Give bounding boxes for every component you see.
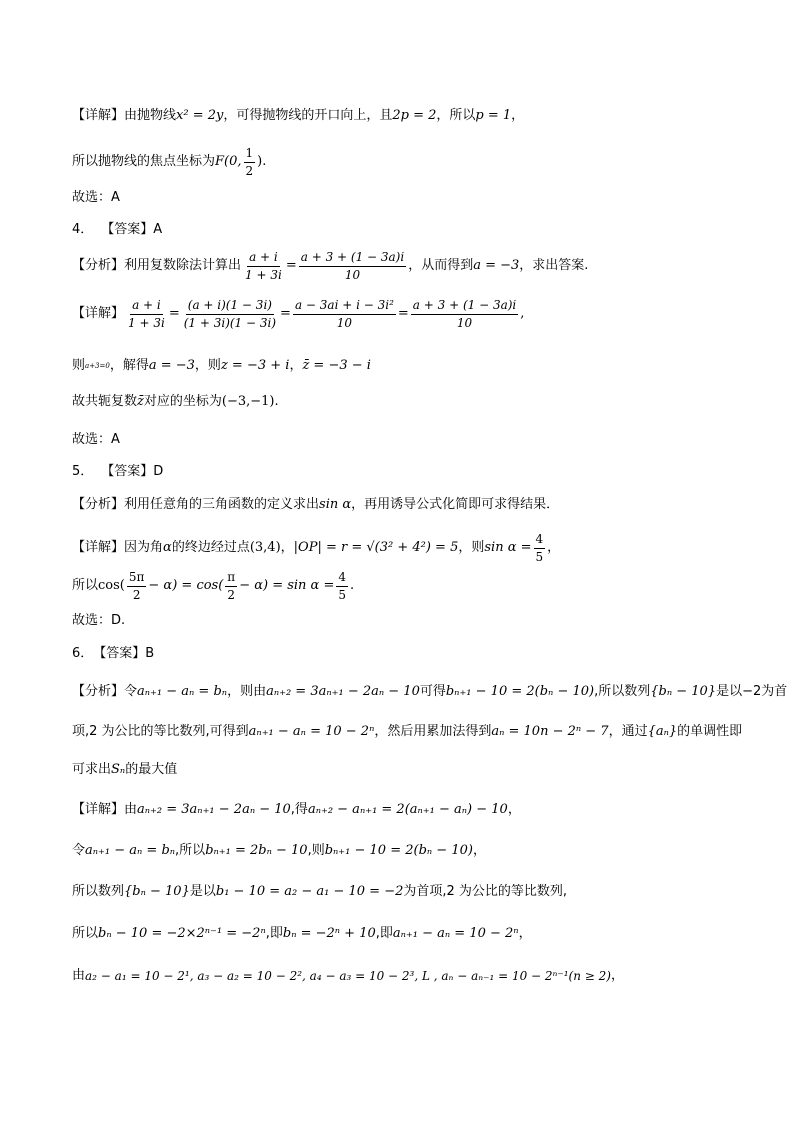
q5-detail-end: ， [547, 540, 561, 556]
q3-focus-num: 1 [244, 146, 256, 163]
q5-answer-line [72, 464, 754, 480]
q6-a3-prefix: 可求出 [72, 762, 112, 777]
q6-a2-seq: {aₙ} [647, 724, 678, 739]
q6-a1-mid: ，则由 [227, 684, 267, 699]
q4-detail-frac3-num: a − 3ai + i − 3i² [293, 298, 396, 315]
q6-d1-mid: ,得 [290, 802, 308, 817]
q6-d4-eq2: bₙ = −2ⁿ + 10 [282, 926, 376, 941]
q6-detail-line2 [72, 843, 754, 859]
q4-conj-mid: 对应的坐标为 [143, 394, 222, 409]
q6-a1-eq3: bₙ₊₁ − 10 = 2(bₙ − 10) [445, 684, 595, 699]
q6-d1-end: ， [507, 802, 521, 817]
q4-analysis-frac2 [299, 250, 406, 283]
q3-focus-prefix: 所以抛物线的焦点坐标为 [72, 154, 216, 170]
q6-a1-end: 是以−2为首 [716, 684, 788, 699]
q6-d4-eq1: bₙ − 10 = −2×2ⁿ⁻¹ = −2ⁿ [98, 926, 266, 941]
q4-analysis-end: ，求出答案. [519, 258, 589, 274]
detail-tag: 【详解】 [72, 306, 125, 322]
q6-a2-eq1: aₙ₊₁ − aₙ = 10 − 2ⁿ [248, 724, 375, 739]
q5-detail-num: 4 [534, 532, 546, 549]
q3-select: 故选：A [72, 190, 120, 205]
q5-so-frac3 [336, 570, 348, 603]
q6-d2-end: ， [472, 843, 486, 858]
q6-answer: B [145, 646, 155, 661]
q4-conj-end: . [274, 394, 279, 409]
q4-analysis-eq-a: a = −3 [473, 258, 520, 274]
q5-so-cos1: cos( [98, 578, 125, 594]
q6-a3-end: 的最大值 [125, 762, 178, 777]
q6-d4-mid: ,即 [265, 926, 283, 941]
analysis-tag: 【分析】 [72, 258, 125, 274]
q3-focus-fraction [244, 146, 256, 179]
q3-focus-f: F(0, [215, 154, 242, 170]
q6-d5-eq: a₂ − a₁ = 10 − 2¹, a₃ − a₂ = 10 − 2², a₄ − a₃ = 10 − 2³, L , aₙ − aₙ₋₁ = 10 − 2ⁿ⁻¹(n ≥ 2) [85, 968, 611, 983]
q5-so-frac1-num: 5π [127, 570, 147, 587]
q5-detail-alpha: α [163, 540, 172, 556]
q6-a2-end: 的单调性即 [677, 724, 743, 739]
q5-detail-mid3: ，则 [458, 540, 485, 556]
q4-conj-line [72, 394, 754, 410]
q6-a1-seq: {bₙ − 10} [650, 684, 717, 699]
q3-eq-2p: 2p = 2 [392, 108, 437, 123]
q4-detail-frac2-den: (1 + 3i)(1 − 3i) [183, 316, 277, 330]
q6-d3-seq: {bₙ − 10} [124, 884, 190, 899]
q6-d4-mid2: ,即 [375, 926, 393, 941]
q3-detail-mid: ，可得抛物线的开口向上，且 [223, 108, 393, 123]
q5-select-line [72, 613, 754, 629]
q5-detail-mid: 的终边经过点 [171, 540, 250, 556]
q6-d2-mid: ,所以 [175, 843, 206, 858]
detail-tag: 【详解】 [72, 108, 125, 123]
q3-detail-mid2: ，所以 [436, 108, 476, 123]
q5-so-frac3-num: 4 [336, 570, 348, 587]
q3-detail-prefix: 由抛物线 [124, 108, 177, 123]
q6-d2-eq2: bₙ₊₁ = 2bₙ − 10 [205, 843, 308, 858]
q4-detail-frac4-num: a + 3 + (1 − 3a)i [411, 298, 518, 315]
q4-detail-frac1-num: a + i [130, 298, 163, 315]
q5-so-prefix: 所以 [72, 578, 99, 594]
q5-so-mid1: − α) = cos( [148, 578, 224, 594]
q6-d3-mid: 是以 [189, 884, 216, 899]
q6-d2-mid2: ,则 [307, 843, 325, 858]
q5-so-end: . [350, 578, 355, 594]
q4-answer-line [72, 222, 754, 238]
q4-then-prefix: 则 [72, 358, 86, 373]
q3-detail-line [72, 108, 754, 124]
q4-then-small: a+3=0 [85, 361, 110, 370]
q4-analysis-frac2-den: 10 [344, 268, 361, 282]
q6-a1-eq1: aₙ₊₁ − aₙ = bₙ [137, 684, 228, 699]
q4-detail-frac4-den: 10 [456, 316, 473, 330]
q3-eq-parabola: x² = 2y [176, 108, 224, 123]
q6-detail-line4 [72, 926, 754, 942]
q5-detail-frac [534, 532, 546, 565]
detail-tag: 【详解】 [72, 802, 125, 817]
q4-then-mid: ，解得 [109, 358, 149, 373]
q6-d2-prefix: 令 [72, 843, 86, 858]
q4-number: 4． [72, 222, 94, 237]
q4-select: 故选：A [72, 432, 120, 447]
q6-a2-mid: ，然后用累加法得到 [374, 724, 492, 739]
q4-select-line [72, 432, 754, 448]
q6-d5-prefix: 由 [72, 968, 86, 983]
q6-detail-line5 [72, 968, 754, 984]
q6-d1-prefix: 由 [124, 802, 138, 817]
q5-detail-op: |OP| = r = √(3² + 4²) = 5 [293, 540, 459, 556]
q6-d2-eq1: aₙ₊₁ − aₙ = bₙ [85, 843, 176, 858]
q6-a3-s: Sₙ [111, 762, 126, 777]
q6-d1-eq1: aₙ₊₂ = 3aₙ₊₁ − 2aₙ − 10 [137, 802, 291, 817]
q3-focus-den: 2 [245, 164, 254, 178]
q6-analysis-line1 [72, 684, 788, 700]
answer-tag: 【答案】 [101, 222, 154, 237]
q3-select-line [72, 190, 754, 206]
q5-detail-prefix: 因为角 [124, 540, 164, 556]
q5-so-line [72, 570, 754, 603]
q4-then-line [72, 358, 754, 374]
q4-analysis-frac1-num: a + i [247, 250, 280, 267]
q4-detail-frac2 [182, 298, 278, 331]
q6-d3-end: 为首项,2 为公比的等比数列, [403, 884, 568, 899]
answer-tag: 【答案】 [93, 646, 146, 661]
q4-conj-zbar: z̄ [137, 394, 144, 409]
q4-detail-frac4 [411, 298, 518, 331]
q4-detail-frac3-den: 10 [336, 316, 353, 330]
q3-detail-end: ， [511, 108, 525, 123]
q6-d3-prefix: 所以数列 [72, 884, 125, 899]
q6-analysis-line3 [72, 762, 754, 778]
q5-analysis-line [72, 497, 754, 513]
q6-d3-eq: b₁ − 10 = a₂ − a₁ − 10 = −2 [215, 884, 404, 899]
q6-answer-line [72, 646, 754, 662]
q6-detail-line1 [72, 802, 754, 818]
q6-a2-eq2: aₙ = 10n − 2ⁿ − 7 [491, 724, 609, 739]
q5-so-frac2 [225, 570, 237, 603]
q5-answer: D [153, 464, 164, 479]
answer-tag: 【答案】 [101, 464, 154, 479]
q3-eq-p: p = 1 [475, 108, 512, 123]
analysis-tag: 【分析】 [72, 497, 125, 512]
q4-detail-frac2-num: (a + i)(1 − 3i) [186, 298, 274, 315]
q4-analysis-line: 【分析】 利用复数除法计算出 $\frac{a + i}{1 + 3i}$ = $\frac{a + 3 + (1 - 3a)i}{10}$ ，从而得到 a = −3 ，求出答案. [72, 250, 589, 282]
q4-answer: A [153, 222, 163, 237]
q5-analysis-text: 利用任意角的三角函数的定义求出 [124, 497, 320, 512]
q5-so-frac3-den: 5 [338, 588, 346, 602]
q6-a2-mid2: ，通过 [608, 724, 648, 739]
q4-then-eq-z: z = −3 + i [220, 358, 290, 373]
q4-detail-line: 【详解】 $\frac{a + i}{1 + 3i}$ = $\frac{(a + i)(1 - 3i)}{(1 + 3i)(1 - 3i)}$ = $\frac{\text{a − 3ai + i − 3i²}}{10}$ = $\frac{a + 3 + (1 - 3a)i}{10}$ , [72, 298, 525, 330]
q5-detail-point: (3,4) [249, 540, 281, 556]
q6-d4-eq3: aₙ₊₁ − aₙ = 10 − 2ⁿ [392, 926, 519, 941]
q6-number: 6． [72, 646, 94, 661]
q6-a1-prefix: 令 [124, 684, 138, 699]
q4-analysis-frac1 [243, 250, 284, 283]
q6-a1-mid3: ,所以数列 [594, 684, 651, 699]
q5-so-mid2: − α) = sin α = [239, 578, 335, 594]
q5-so-frac1-den: 2 [132, 588, 141, 602]
q4-detail-frac1-den: 1 + 3i [128, 316, 165, 330]
q6-analysis-line2 [72, 724, 754, 740]
detail-tag: 【详解】 [72, 540, 125, 556]
q5-so-frac1 [127, 570, 147, 603]
q6-d1-eq2: aₙ₊₂ − aₙ₊₁ = 2(aₙ₊₁ − aₙ) − 10 [307, 802, 508, 817]
q4-conj-prefix: 故共轭复数 [72, 394, 138, 409]
analysis-tag: 【分析】 [72, 684, 125, 699]
q4-analysis-mid: ，从而得到 [408, 258, 474, 274]
q4-detail-frac3 [293, 298, 396, 331]
q4-analysis-frac2-num: a + 3 + (1 − 3a)i [299, 250, 406, 267]
q5-so-frac2-den: 2 [227, 588, 236, 602]
q4-conj-coord: (−3,−1) [221, 394, 275, 409]
q6-d5-end: ， [610, 968, 624, 983]
q5-number: 5． [72, 464, 94, 479]
q4-then-sep: ， [289, 358, 303, 373]
q6-a2-prefix: 项,2 为公比的等比数列,可得到 [72, 724, 249, 739]
q5-analysis-sin: sin α [319, 497, 352, 512]
q4-then-mid2: ，则 [194, 358, 221, 373]
q5-so-frac2-num: π [225, 570, 237, 587]
q3-focus-close: ). [257, 154, 267, 170]
q5-detail-mid2: ， [280, 540, 294, 556]
q5-analysis-end: ，再用诱导公式化简即可求得结果． [351, 497, 560, 512]
q6-d4-prefix: 所以 [72, 926, 99, 941]
q4-detail-frac1 [126, 298, 167, 331]
q3-focus-line [72, 146, 754, 179]
q6-d2-eq3: bₙ₊₁ − 10 = 2(bₙ − 10) [324, 843, 473, 858]
q6-a1-eq2: aₙ₊₂ = 3aₙ₊₁ − 2aₙ − 10 [266, 684, 420, 699]
q4-then-eq-zbar: z̄ = −3 − i [302, 358, 371, 373]
q5-detail-line [72, 532, 754, 565]
q5-detail-den: 5 [535, 550, 544, 564]
q6-detail-line3 [72, 884, 754, 900]
q6-a1-mid2: 可得 [419, 684, 446, 699]
q6-d4-end: ， [518, 926, 532, 941]
q4-analysis-prefix: 利用复数除法计算出 [124, 258, 242, 274]
q4-analysis-frac1-den: 1 + 3i [245, 268, 282, 282]
q4-then-eq-a: a = −3 [148, 358, 195, 373]
q5-detail-sin: sin α = [484, 540, 532, 556]
q5-select: 故选：D. [72, 613, 126, 628]
